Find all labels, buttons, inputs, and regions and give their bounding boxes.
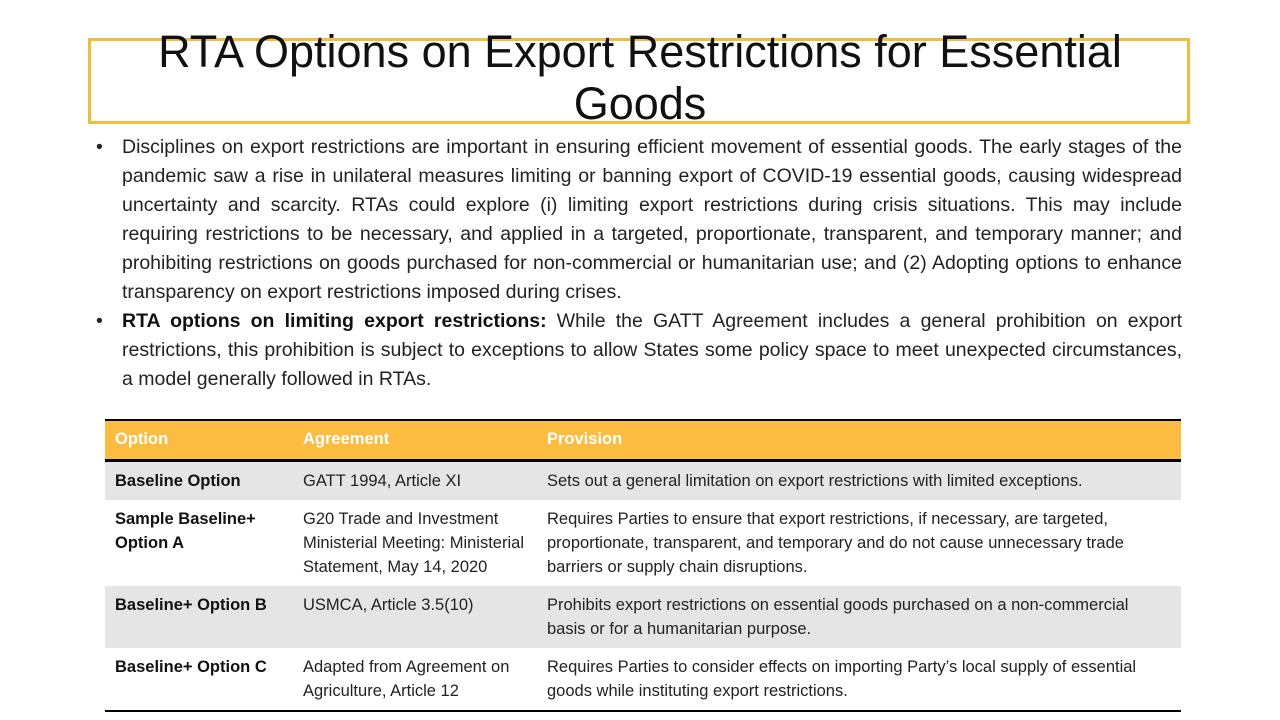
option-cell: Sample Baseline+ Option A (115, 510, 256, 552)
bullet-list (96, 133, 1182, 394)
column-header-option: Option (105, 420, 293, 461)
table-row (105, 500, 1181, 586)
agreement-cell: GATT 1994, Article XI (293, 461, 537, 501)
table-row (105, 461, 1181, 501)
provision-cell: Requires Parties to consider effects on importing Party’s local supply of essential goods while instituting export restrictions. (547, 658, 1137, 700)
bullet-icon: • (96, 136, 103, 158)
column-header-agreement: Agreement (293, 420, 537, 461)
table-header-row (105, 420, 1181, 461)
table-row (105, 648, 1181, 711)
options-table (105, 419, 1181, 712)
bullet-text: While the GATT Agreement includes a general prohibition on export restrictions, this prohibition is subject to exceptions to allow States some policy space to meet unexpected circumstances, a model generally followed in RTAs. (122, 310, 1182, 390)
option-cell: Baseline+ Option B (105, 586, 293, 648)
slide-title: RTA Options on Export Restrictions for Essential Goods (158, 26, 1122, 129)
bullet-text: Disciplines on export restrictions are important in ensuring efficient movement of essential goods. The early stages of the pandemic saw a rise in unilateral measures limiting or banning export of COVID-19 essential goods, causing widespread uncertainty and scarcity. RTAs could explore (i) limiting export restrictions during crisis situations. This may include requiring restrictions to be necessary, and applied in a targeted, proportionate, transparent, and temporary manner; and prohibiting restrictions on goods purchased for non-commercial or humanitarian use; and (2) Adopting options to enhance transparency on export restrictions imposed during crises. (122, 136, 1182, 303)
provision-cell: Prohibits export restrictions on essential goods purchased on a non-commercial basis or for a humanitarian purpose. (537, 586, 1181, 648)
option-cell: Baseline Option (105, 461, 293, 501)
bullet-bold-lead: RTA options on limiting export restrictions: (122, 310, 547, 332)
column-header-provision: Provision (537, 420, 1181, 461)
bullet-item (96, 307, 1182, 394)
bullet-icon: • (96, 310, 103, 332)
bullet-item (96, 133, 1182, 307)
agreement-cell: USMCA, Article 3.5(10) (293, 586, 537, 648)
table-row (105, 586, 1181, 648)
option-cell: Baseline+ Option C (115, 658, 267, 676)
agreement-cell: G20 Trade and Investment Ministerial Meeting: Ministerial Statement, May 14, 2020 (303, 510, 524, 576)
agreement-cell: Adapted from Agreement on Agriculture, Article 12 (303, 658, 510, 700)
provision-cell: Sets out a general limitation on export restrictions with limited exceptions. (537, 461, 1181, 501)
provision-cell: Requires Parties to ensure that export restrictions, if necessary, are targeted, proportionate, transparent, and temporary and do not cause unnecessary trade barriers or supply chain disruptions. (547, 510, 1124, 576)
